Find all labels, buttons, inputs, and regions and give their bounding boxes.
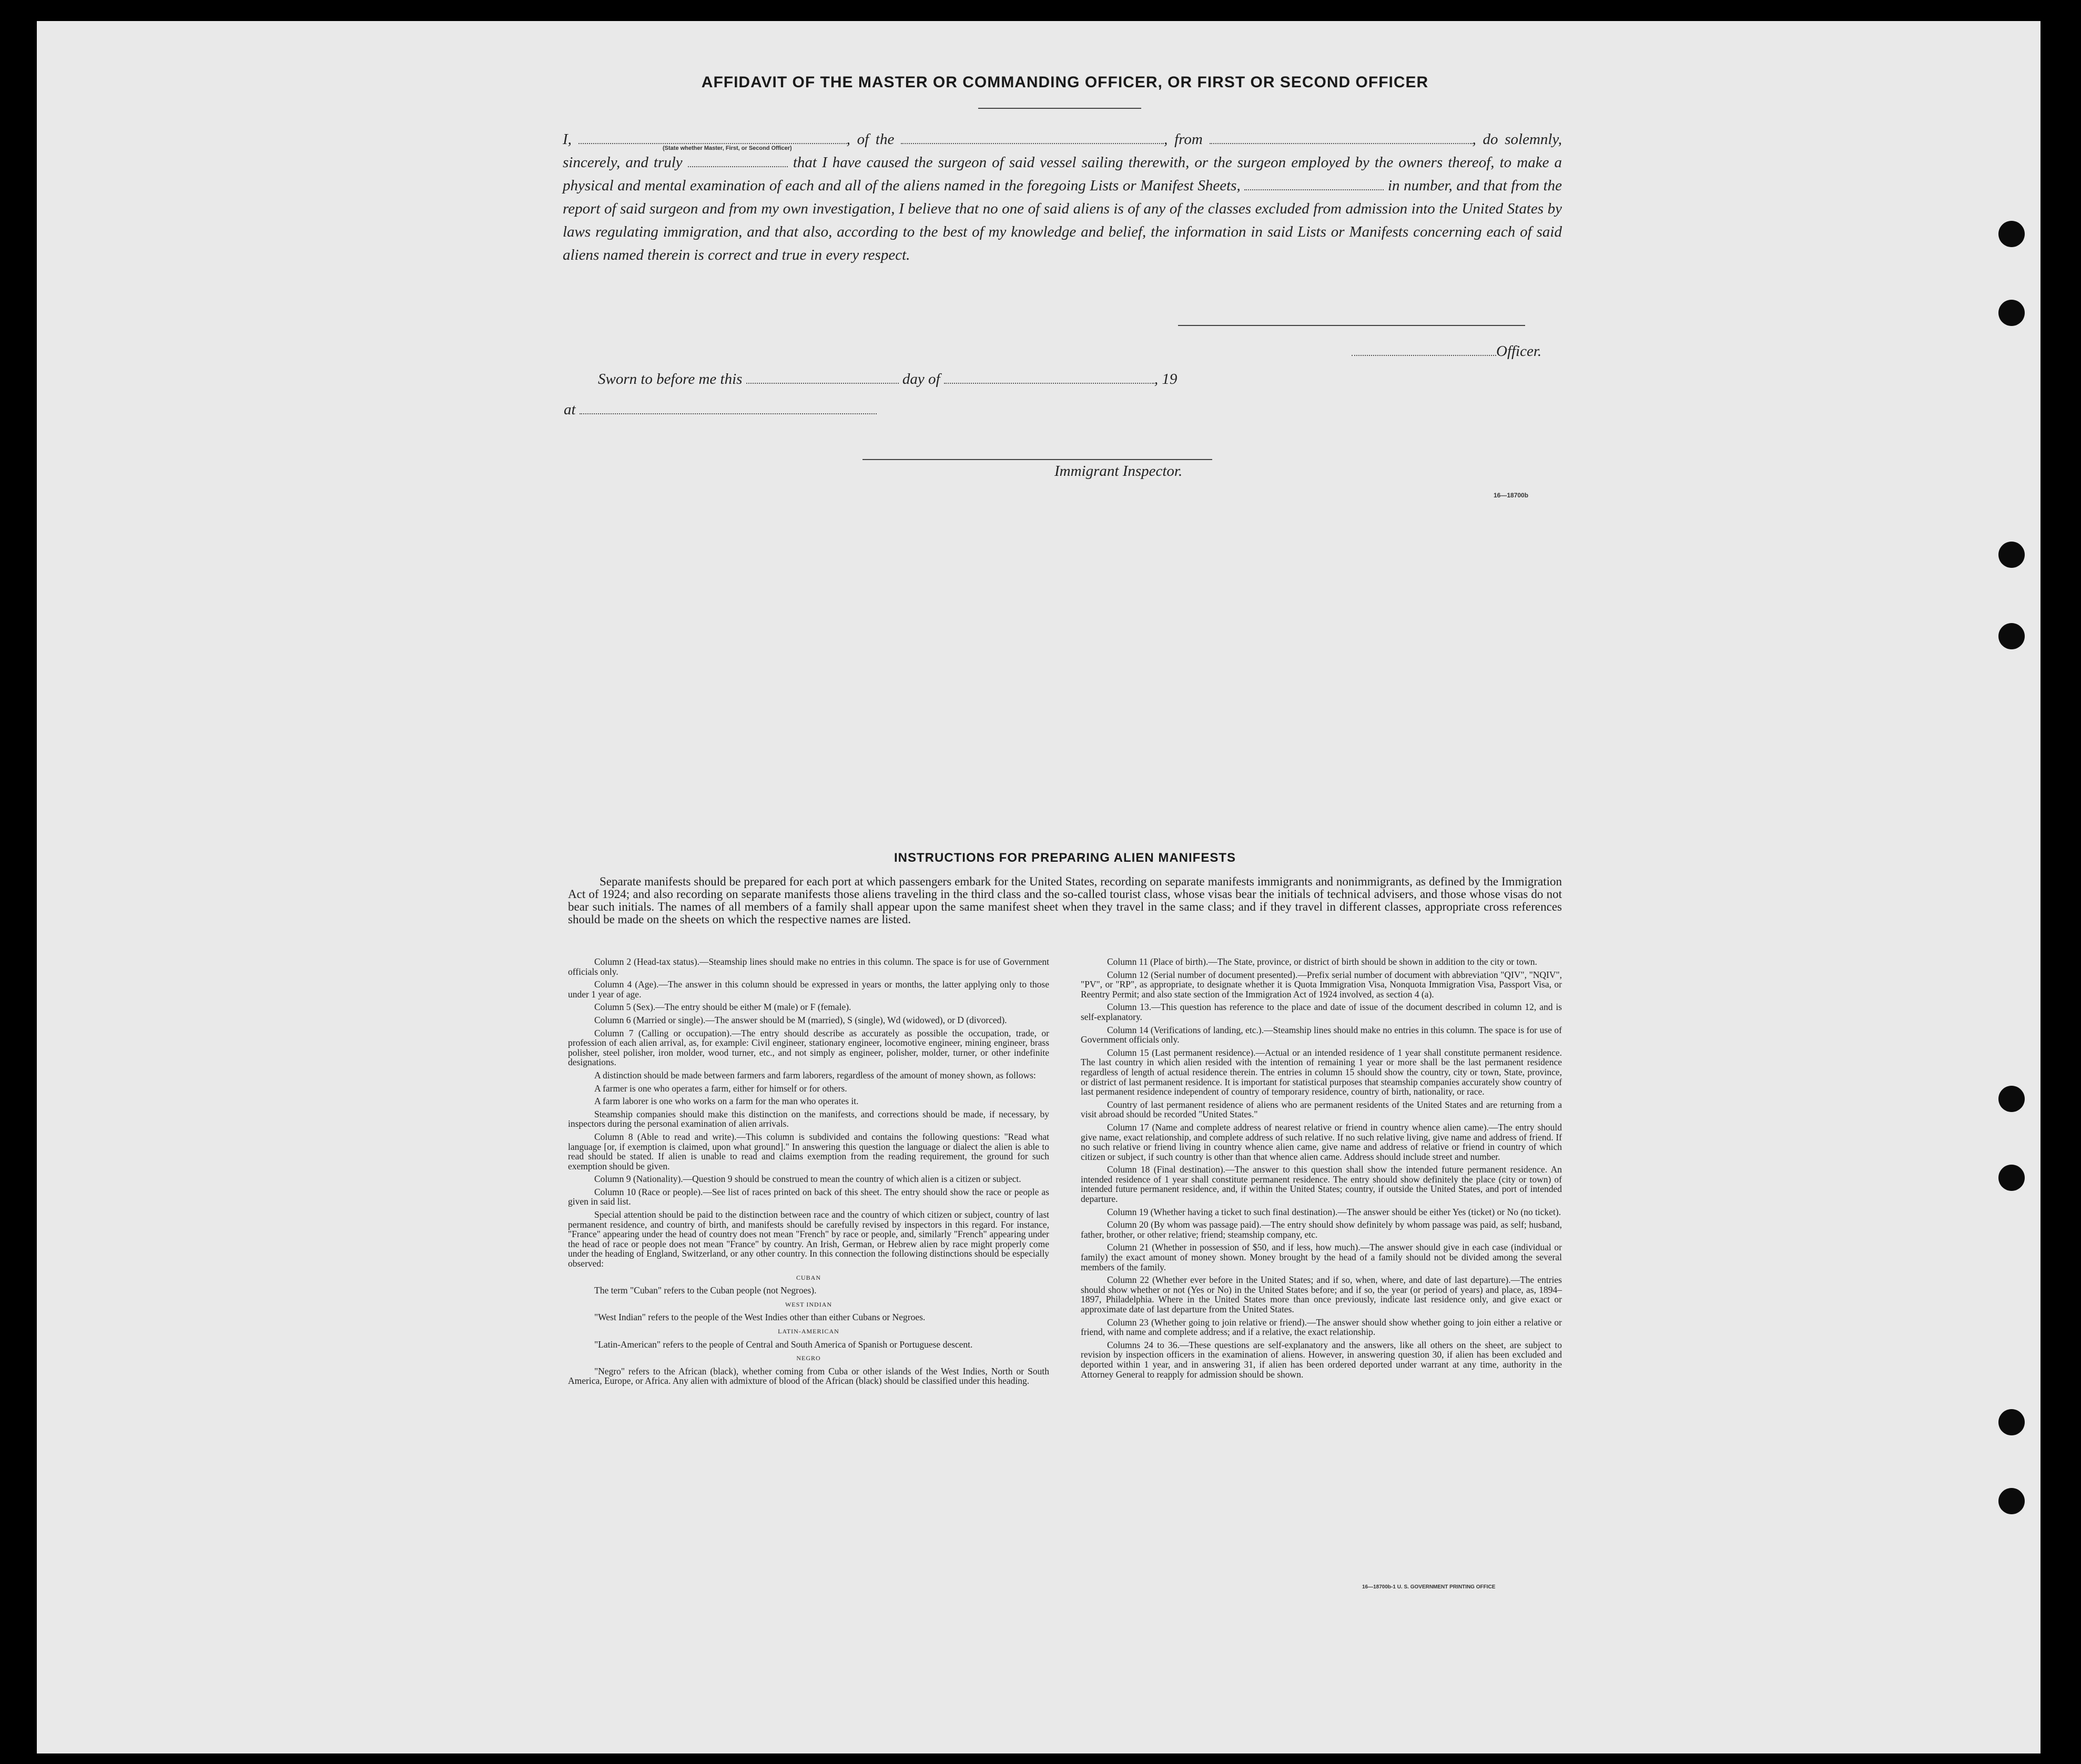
sworn-line [598, 371, 1177, 388]
instruction-paragraph: Column 7 (Calling or occupation).—The entry should describe as accurately as possible the occupation, trade, or profession of each alien arrival, as, for example: Civil engineer, stationary engineer, locomotive engineer, mining engineer, brass polisher, steel polisher, iron molder, wood turner, etc., and not simply as engineer, polisher, molder, turner, or other indefinite designations. [568, 1027, 1049, 1068]
binder-hole [1998, 221, 2025, 247]
inspector-signature-line [862, 459, 1212, 460]
sworn-day-blank[interactable] [746, 378, 899, 384]
binder-hole [1998, 623, 2025, 649]
place-blank[interactable] [580, 408, 877, 414]
instruction-paragraph: Columns 24 to 36.—These questions are self-explanatory and the answers, like all others on the sheet, are subject to revision by inspection officers in the examination of aliens. However, in answering question 30, if alien has been excluded and deported within 1 year, and in answering 31, if alien has been ordered deported under warrant at any time, authority in the Attorney General to reapply for admission should be shown. [1081, 1339, 1562, 1380]
sheet-count-blank[interactable] [1244, 184, 1384, 190]
year-prefix: , 19 [1154, 371, 1177, 388]
latin-american-text: "Latin-American" refers to the people of Central and South America of Spanish or Portuguese descent. [594, 1339, 973, 1350]
instruction-paragraph: Column 17 (Name and complete address of nearest relative or friend in country whence alien came).—The entry should give name, exact relationship, and complete address of such relative. If no such relative living, give name and address of friend. If no such relative or friend living in country whence alien came, give name and address of relative or friend in country of which citizen or subject, if such country is other than that whence alien came. Address should include street and number. [1081, 1121, 1562, 1162]
instruction-paragraph: Column 12 (Serial number of document presented).—Prefix serial number of document with abbreviation "QIV", "NQIV", "PV", or "RP", as appropriate, to designate whether it is Quota Immigration Visa, Nonquota Immigration Visa, Passport Visa, or Reentry Permit; and also state section of the Immigration Act of 1924 involved, as section 4 (a). [1081, 969, 1562, 1000]
affidavit-word-of-the: , of the [846, 131, 895, 148]
instruction-paragraph: Column 6 (Married or single).—The answer should be M (married), S (single), Wd (widowed), or D (divorced). [594, 1014, 1007, 1025]
affidavit-title: AFFIDAVIT OF THE MASTER OR COMMANDING OFFICER, OR FIRST OR SECOND OFFICER [701, 74, 1429, 91]
instruction-paragraph: Column 15 (Last permanent residence).—Actual or an intended residence of 1 year shall constitute permanent residence. The last country in which alien resided with the intention of remaining 1 year or more shall be the last permanent residence regardless of length of actual residence therein. The entries in column 15 should show the country, city or town, State, province, or district of last permanent residence. It is important for statistical purposes that steamship companies accurately show country of last permanent residence independent of country of temporary residence, country of birth, nationality, or race. [1081, 1047, 1562, 1097]
officer-name-blank[interactable] [578, 138, 847, 144]
instruction-paragraph: Column 11 (Place of birth).—The State, province, or district of birth should be shown in addition to the city or town. [1107, 956, 1537, 967]
instruction-paragraph: Column 18 (Final destination).—The answer to this question shall show the intended future permanent residence. An intended residence of 1 year shall constitute permanent residence. The entry should show definitely the place (city or town) of intended future permanent residence, and, if within the United States; country, if outside the United States, and port of intended departure. [1081, 1164, 1562, 1205]
rank-blank[interactable] [688, 161, 788, 167]
instructions-title: INSTRUCTIONS FOR PREPARING ALIEN MANIFESTS [894, 851, 1236, 865]
cuban-heading: CUBAN [796, 1273, 821, 1281]
binder-hole [1998, 1165, 2025, 1191]
instruction-paragraph: Country of last permanent residence of aliens who are permanent residents of the United States and are returning from a visit abroad should be recorded "United States." [1081, 1099, 1562, 1120]
affidavit-word-from: , from [1164, 131, 1203, 148]
affidavit-word-do: , do [1472, 131, 1498, 148]
vessel-name-blank[interactable] [901, 138, 1164, 144]
latin-american-heading: LATIN-AMERICAN [778, 1328, 839, 1335]
instruction-paragraph: Column 23 (Whether going to join relative or friend).—The answer should show whether going to join either a relative or friend, with name and complete address; and if a relative, the exact relationship. [1081, 1317, 1562, 1338]
officer-note: (State whether Master, First, or Second Officer) [663, 145, 792, 151]
binder-hole [1998, 1086, 2025, 1112]
port-from-blank[interactable] [1210, 138, 1473, 144]
instruction-paragraph: Column 20 (By whom was passage paid).—The entry should show definitely by whom passage was paid, as self; husband, father, brother, or other relative; friend; steamship company, etc. [1081, 1219, 1562, 1240]
inspector-label: Immigrant Inspector. [1054, 463, 1183, 480]
binder-hole [1998, 1488, 2025, 1514]
officer-signature-blank[interactable] [1352, 350, 1496, 356]
west-indian-heading: WEST INDIAN [785, 1300, 833, 1308]
instruction-paragraph: Column 2 (Head-tax status).—Steamship lines should make no entries in this column. The space is for use of Government officials only. [568, 956, 1049, 977]
printing-office-footer: 16—18700b-1 U. S. GOVERNMENT PRINTING OFFICE [1362, 1584, 1496, 1590]
affidavit-text-2: in number, and that from the report of said surgeon and from my own investigation, I believe that no one of said aliens is of any of the classes excluded from admission into the United States by laws regulating immigration, and that also, according to the best of my knowledge and belief, the information in said Lists or Manifests concerning each of said aliens named therein is correct and true in every respect. [563, 177, 1562, 263]
instruction-paragraph: Column 21 (Whether in possession of $50, and if less, how much).—The answer should give in each case (individual or family) the exact amount of money shown. Money brought by the head of a family should not be divided among the several members of the family. [1081, 1242, 1562, 1272]
instruction-paragraph: Steamship companies should make this distinction on the manifests, and corrections should be made, if necessary, by inspectors during the personal examination of alien arrivals. [568, 1108, 1049, 1129]
officer-label: Officer. [1496, 343, 1542, 360]
instruction-paragraph: Column 19 (Whether having a ticket to such final destination).—The answer should be either Yes (ticket) or No (no ticket). [1107, 1206, 1561, 1217]
negro-heading: NEGRO [796, 1354, 821, 1362]
sworn-month-blank[interactable] [944, 378, 1154, 384]
affidavit-word-solemnly: solemnly, sincerely, and truly [563, 131, 1562, 171]
at-line [564, 401, 877, 419]
instructions-right-column [1081, 957, 1562, 1382]
instruction-paragraph: Column 14 (Verifications of landing, etc.).—Steamship lines should make no entries in this column. The space is for use of Government officials only. [1081, 1024, 1562, 1045]
affidavit-word-i: I, [563, 131, 572, 148]
affidavit-text-1: that I have caused the surgeon of said vessel sailing therewith, or the surgeon employed by the owners thereof, to make a physical and mental examination of each and all of the aliens named in the foregoing Lists or Manifest Sheets, [563, 154, 1562, 194]
form-number: 16—18700b [1494, 492, 1529, 499]
instructions-intro: Separate manifests should be prepared for each port at which passengers embark for the United States, recording on separate manifests immigrants and nonimmigrants, as defined by the Immigration Act of 1924; and also recording on separate manifests those aliens traveling in the third class and the so-called tourist class, whose visas bear the initials of technical advisers, and those whose visas do not bear such initials. The names of all members of a family shall appear upon the same manifest sheet when they travel in the same class; and if they travel in different classes, appropriate cross references should be made on the sheets on which the respective names are listed. [568, 875, 1562, 926]
west-indian-text: "West Indian" refers to the people of the West Indies other than either Cubans or Negroes. [594, 1312, 926, 1323]
instruction-paragraph: Column 8 (Able to read and write).—This column is subdivided and contains the following questions: "Read what language [or, if exemption is claimed, upon what ground]." In answering this question the language or dialect the alien is able to read should be stated. If alien is unable to read and claims exemption from the reading requirement, the ground for such exemption should be given. [568, 1131, 1049, 1171]
sworn-text: Sworn to before me this [598, 371, 743, 388]
signature-line [1178, 325, 1525, 326]
instruction-paragraph: Column 13.—This question has reference to the place and date of issue of the document described in column 12, and is self-explanatory. [1081, 1002, 1562, 1022]
officer-signature-line [1352, 343, 1541, 360]
cuban-text: The term "Cuban" refers to the Cuban people (not Negroes). [594, 1285, 817, 1296]
negro-text: "Negro" refers to the African (black), whether coming from Cuba or other islands of the West Indies, North or South America, Europe, or Africa. Any alien with admixture of blood of the African (black) should be classified under this heading. [568, 1365, 1049, 1386]
title-rule [978, 108, 1141, 109]
instruction-paragraph: Column 9 (Nationality).—Question 9 should be construed to mean the country of which alien is a citizen or subject. [594, 1174, 1021, 1185]
binder-hole [1998, 542, 2025, 568]
at-label: at [564, 401, 576, 418]
instruction-paragraph: Column 10 (Race or people).—See list of races printed on back of this sheet. The entry should show the race or people as given in said list. [568, 1186, 1049, 1207]
instruction-paragraph: A distinction should be made between farmers and farm laborers, regardless of the amount of money shown, as follows: [594, 1069, 1036, 1080]
instruction-paragraph: Special attention should be paid to the distinction between race and the country of which citizen or subject, country of last permanent residence, and country of birth, and manifests should be carefully revised by inspectors in this regard. For instance, "France" appearing under the head of country does not mean "French" by race or people, and, similarly "French" appearing under the head of race or people does not mean "France" by country. An Irish, German, or Hebrew alien by race might properly come under the heading of England, Switzerland, or any other country. In this connection the following distinctions should be especially observed: [568, 1209, 1049, 1269]
binder-hole [1998, 1409, 2025, 1435]
instruction-paragraph: Column 5 (Sex).—The entry should be either M (male) or F (female). [594, 1002, 851, 1013]
instructions-left-column [568, 957, 1049, 1389]
instruction-paragraph: Column 4 (Age).—The answer in this column should be expressed in years or months, the latter applying only to those under 1 year of age. [568, 979, 1049, 1000]
binder-hole [1998, 300, 2025, 326]
instruction-paragraph: A farm laborer is one who works on a farm for the man who operates it. [594, 1096, 859, 1107]
day-of-label: day of [902, 371, 940, 388]
instruction-paragraph: A farmer is one who operates a farm, either for himself or for others. [594, 1083, 847, 1094]
instruction-paragraph: Column 22 (Whether ever before in the United States; and if so, when, where, and date of last departure).—The entries should show whether or not (Yes or No) in the United States before; and if so, the year (or period of years) and place, as, 1894–1897, Philadelphia. Where in the United States more than once previously, indicate last residence only, and give exact or approximate date of last departure from the United States. [1081, 1274, 1562, 1314]
